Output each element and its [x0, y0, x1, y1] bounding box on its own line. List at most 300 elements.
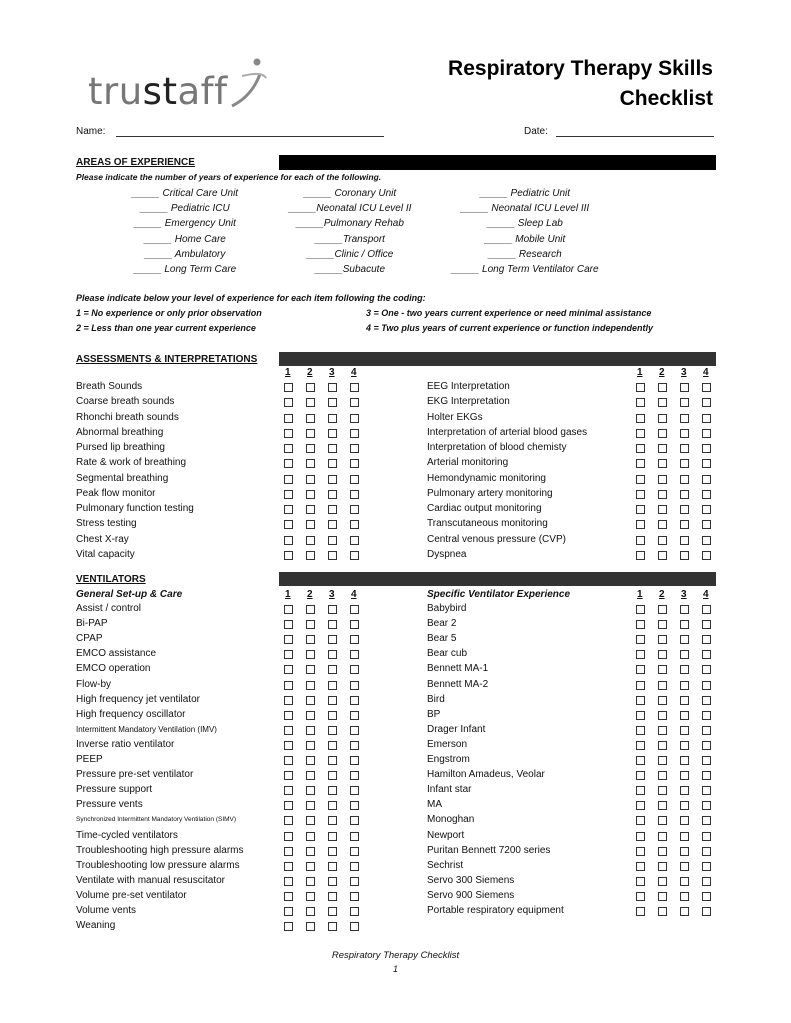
rating-checkbox-2[interactable] — [658, 756, 667, 765]
rating-checkbox-3[interactable] — [680, 398, 689, 407]
rating-checkbox-1[interactable] — [284, 801, 293, 810]
rating-checkbox-4[interactable] — [350, 711, 359, 720]
skill-label: Pulmonary function testing — [76, 503, 194, 514]
rating-checkbox-2[interactable] — [306, 520, 315, 529]
rating-checkbox-3[interactable] — [680, 444, 689, 453]
rating-checkbox-3[interactable] — [328, 756, 337, 765]
rating-checkbox-2[interactable] — [658, 398, 667, 407]
rating-checkbox-2[interactable] — [658, 444, 667, 453]
rating-checkbox-4[interactable] — [702, 681, 711, 690]
rating-checkbox-3[interactable] — [328, 696, 337, 705]
rating-checkbox-2[interactable] — [306, 771, 315, 780]
rating-checkbox-4[interactable] — [350, 696, 359, 705]
rating-checkbox-4[interactable] — [350, 847, 359, 856]
skill-label: High frequency oscillator — [76, 708, 186, 720]
rating-checkbox-4[interactable] — [702, 696, 711, 705]
trustaff-logo — [88, 70, 228, 113]
rating-checkbox-1[interactable] — [284, 505, 293, 514]
rating-checkbox-2[interactable] — [658, 711, 667, 720]
rating-checkbox-1[interactable] — [284, 490, 293, 499]
rating-checkbox-4[interactable] — [702, 665, 711, 674]
rating-checkbox-2[interactable] — [658, 892, 667, 901]
rating-checkbox-4[interactable] — [702, 475, 711, 484]
rating-checkbox-3[interactable] — [328, 383, 337, 392]
rating-checkbox-3[interactable] — [328, 536, 337, 545]
general-setup-subheading: General Set-up & Care — [76, 589, 183, 600]
skill-label: Transcutaneous monitoring — [427, 518, 548, 530]
rating-checkbox-3[interactable] — [680, 505, 689, 514]
rating-checkbox-2[interactable] — [658, 650, 667, 659]
rating-checkbox-4[interactable] — [350, 475, 359, 484]
rating-checkbox-1[interactable] — [284, 635, 293, 644]
rating-checkbox-1[interactable] — [284, 650, 293, 659]
rating-checkbox-1[interactable] — [284, 620, 293, 629]
rating-checkbox-1[interactable] — [636, 847, 645, 856]
rating-checkbox-1[interactable] — [636, 398, 645, 407]
rating-checkbox-4[interactable] — [702, 620, 711, 629]
rating-checkbox-3[interactable] — [328, 726, 337, 735]
rating-checkbox-1[interactable] — [284, 681, 293, 690]
rating-checkbox-1[interactable] — [284, 771, 293, 780]
rating-checkbox-3[interactable] — [680, 459, 689, 468]
rating-checkbox-4[interactable] — [350, 892, 359, 901]
rating-checkbox-1[interactable] — [284, 711, 293, 720]
rating-checkbox-3[interactable] — [680, 771, 689, 780]
rating-checkbox-3[interactable] — [680, 801, 689, 810]
rating-checkbox-2[interactable] — [658, 862, 667, 871]
rating-checkbox-2[interactable] — [306, 862, 315, 871]
rating-checkbox-2[interactable] — [658, 832, 667, 841]
rating-checkbox-2[interactable] — [306, 635, 315, 644]
rating-checkbox-2[interactable] — [306, 922, 315, 931]
rating-checkbox-3[interactable] — [328, 862, 337, 871]
rating-checkbox-1[interactable] — [636, 520, 645, 529]
rating-checkbox-3[interactable] — [328, 650, 337, 659]
rating-checkbox-2[interactable] — [658, 907, 667, 916]
rating-checkbox-2[interactable] — [306, 847, 315, 856]
rating-checkbox-1[interactable] — [636, 726, 645, 735]
rating-checkbox-4[interactable] — [702, 520, 711, 529]
rating-checkbox-2[interactable] — [306, 801, 315, 810]
skill-label: Sechrist — [427, 859, 464, 871]
rating-checkbox-3[interactable] — [680, 475, 689, 484]
rating-checkbox-2[interactable] — [658, 681, 667, 690]
rating-checkbox-4[interactable] — [702, 771, 711, 780]
rating-checkbox-4[interactable] — [350, 907, 359, 916]
rating-checkbox-1[interactable] — [636, 414, 645, 423]
rating-checkbox-4[interactable] — [350, 635, 359, 644]
rating-checkbox-3[interactable] — [328, 922, 337, 931]
rating-checkbox-3[interactable] — [328, 907, 337, 916]
rating-checkbox-1[interactable] — [284, 444, 293, 453]
rating-checkbox-3[interactable] — [328, 635, 337, 644]
rating-checkbox-2[interactable] — [658, 696, 667, 705]
rating-checkbox-1[interactable] — [636, 892, 645, 901]
rating-checkbox-1[interactable] — [284, 414, 293, 423]
rating-checkbox-2[interactable] — [658, 520, 667, 529]
rating-checkbox-3[interactable] — [680, 832, 689, 841]
rating-checkbox-3[interactable] — [328, 681, 337, 690]
rating-checkbox-1[interactable] — [284, 907, 293, 916]
rating-checkbox-3[interactable] — [680, 650, 689, 659]
rating-checkbox-2[interactable] — [306, 459, 315, 468]
rating-checkbox-3[interactable] — [680, 877, 689, 886]
rating-checkbox-2[interactable] — [306, 490, 315, 499]
rating-checkbox-1[interactable] — [636, 635, 645, 644]
rating-checkbox-2[interactable] — [306, 620, 315, 629]
logo-text-light: tru — [88, 70, 143, 113]
rating-checkbox-3[interactable] — [328, 847, 337, 856]
rating-checkbox-1[interactable] — [284, 726, 293, 735]
rating-checkbox-1[interactable] — [636, 696, 645, 705]
rating-checkbox-2[interactable] — [306, 429, 315, 438]
rating-checkbox-3[interactable] — [680, 741, 689, 750]
rating-checkbox-1[interactable] — [636, 711, 645, 720]
rating-checkbox-3[interactable] — [328, 877, 337, 886]
rating-checkbox-3[interactable] — [328, 520, 337, 529]
rating-checkbox-2[interactable] — [306, 786, 315, 795]
rating-checkbox-4[interactable] — [350, 650, 359, 659]
rating-checkbox-3[interactable] — [328, 665, 337, 674]
rating-checkbox-2[interactable] — [658, 414, 667, 423]
rating-checkbox-1[interactable] — [284, 877, 293, 886]
rating-checkbox-3[interactable] — [328, 551, 337, 560]
rating-checkbox-1[interactable] — [636, 665, 645, 674]
rating-checkbox-1[interactable] — [284, 383, 293, 392]
rating-checkbox-3[interactable] — [680, 907, 689, 916]
rating-checkbox-4[interactable] — [350, 786, 359, 795]
rating-checkbox-1[interactable] — [636, 536, 645, 545]
rating-checkbox-2[interactable] — [306, 726, 315, 735]
rating-checkbox-4[interactable] — [702, 907, 711, 916]
rating-checkbox-3[interactable] — [328, 801, 337, 810]
rating-checkbox-1[interactable] — [284, 429, 293, 438]
rating-checkbox-3[interactable] — [680, 429, 689, 438]
rating-checkbox-3[interactable] — [328, 771, 337, 780]
rating-checkbox-1[interactable] — [636, 681, 645, 690]
rating-checkbox-2[interactable] — [306, 665, 315, 674]
rating-checkbox-1[interactable] — [636, 383, 645, 392]
rating-checkbox-4[interactable] — [350, 665, 359, 674]
rating-checkbox-3[interactable] — [328, 429, 337, 438]
rating-checkbox-1[interactable] — [284, 475, 293, 484]
rating-checkbox-4[interactable] — [702, 756, 711, 765]
rating-checkbox-2[interactable] — [658, 490, 667, 499]
rating-checkbox-3[interactable] — [328, 490, 337, 499]
skill-label: Puritan Bennett 7200 series — [427, 844, 551, 856]
scale-header-1: 1 — [285, 367, 291, 378]
rating-checkbox-4[interactable] — [350, 605, 359, 614]
rating-checkbox-1[interactable] — [636, 741, 645, 750]
footer-title: Respiratory Therapy Checklist — [331, 950, 460, 961]
rating-checkbox-3[interactable] — [328, 398, 337, 407]
rating-checkbox-2[interactable] — [306, 398, 315, 407]
rating-checkbox-4[interactable] — [350, 490, 359, 499]
page-title-line2: Checklist — [619, 87, 713, 110]
rating-checkbox-1[interactable] — [636, 605, 645, 614]
rating-checkbox-2[interactable] — [306, 650, 315, 659]
rating-checkbox-1[interactable] — [636, 756, 645, 765]
rating-checkbox-1[interactable] — [636, 459, 645, 468]
date-field[interactable] — [556, 136, 714, 137]
skill-label: Interpretation of blood chemisty — [427, 442, 567, 453]
rating-checkbox-1[interactable] — [284, 832, 293, 841]
rating-checkbox-1[interactable] — [636, 505, 645, 514]
rating-checkbox-2[interactable] — [658, 505, 667, 514]
rating-checkbox-2[interactable] — [658, 847, 667, 856]
rating-checkbox-3[interactable] — [680, 635, 689, 644]
rating-checkbox-3[interactable] — [680, 620, 689, 629]
rating-checkbox-1[interactable] — [284, 892, 293, 901]
rating-checkbox-3[interactable] — [680, 786, 689, 795]
area-item: _____ Ambulatory — [144, 248, 226, 260]
rating-checkbox-3[interactable] — [680, 536, 689, 545]
rating-checkbox-4[interactable] — [702, 414, 711, 423]
skill-label: Pressure vents — [76, 799, 143, 811]
rating-checkbox-4[interactable] — [702, 816, 711, 825]
rating-checkbox-1[interactable] — [636, 907, 645, 916]
rating-checkbox-4[interactable] — [702, 862, 711, 871]
skill-label: Portable respiratory equipment — [427, 905, 564, 916]
rating-checkbox-3[interactable] — [680, 551, 689, 560]
rating-checkbox-3[interactable] — [680, 383, 689, 392]
rating-checkbox-2[interactable] — [306, 907, 315, 916]
rating-checkbox-3[interactable] — [680, 490, 689, 499]
rating-checkbox-4[interactable] — [702, 398, 711, 407]
rating-checkbox-1[interactable] — [284, 696, 293, 705]
rating-checkbox-3[interactable] — [680, 696, 689, 705]
rating-checkbox-3[interactable] — [328, 620, 337, 629]
rating-checkbox-3[interactable] — [328, 816, 337, 825]
rating-checkbox-1[interactable] — [284, 536, 293, 545]
rating-checkbox-1[interactable] — [284, 862, 293, 871]
rating-checkbox-3[interactable] — [680, 520, 689, 529]
rating-checkbox-1[interactable] — [284, 520, 293, 529]
rating-checkbox-2[interactable] — [658, 429, 667, 438]
rating-checkbox-3[interactable] — [680, 756, 689, 765]
name-field[interactable] — [116, 136, 384, 137]
rating-checkbox-2[interactable] — [306, 414, 315, 423]
rating-checkbox-1[interactable] — [284, 756, 293, 765]
rating-checkbox-3[interactable] — [680, 726, 689, 735]
rating-checkbox-4[interactable] — [702, 490, 711, 499]
rating-checkbox-4[interactable] — [702, 505, 711, 514]
rating-checkbox-2[interactable] — [658, 877, 667, 886]
rating-checkbox-4[interactable] — [702, 847, 711, 856]
rating-checkbox-3[interactable] — [328, 414, 337, 423]
rating-checkbox-1[interactable] — [284, 922, 293, 931]
rating-checkbox-3[interactable] — [680, 711, 689, 720]
skill-label: Emerson — [427, 738, 468, 750]
rating-checkbox-4[interactable] — [350, 862, 359, 871]
rating-checkbox-4[interactable] — [702, 650, 711, 659]
rating-checkbox-1[interactable] — [636, 650, 645, 659]
rating-checkbox-4[interactable] — [350, 922, 359, 931]
rating-checkbox-4[interactable] — [350, 444, 359, 453]
rating-checkbox-2[interactable] — [306, 681, 315, 690]
rating-checkbox-4[interactable] — [702, 832, 711, 841]
rating-checkbox-4[interactable] — [702, 536, 711, 545]
rating-checkbox-2[interactable] — [658, 475, 667, 484]
rating-checkbox-1[interactable] — [636, 832, 645, 841]
ventilators-header-bar — [279, 572, 716, 586]
rating-checkbox-1[interactable] — [636, 816, 645, 825]
rating-checkbox-4[interactable] — [350, 429, 359, 438]
rating-checkbox-4[interactable] — [350, 520, 359, 529]
rating-checkbox-3[interactable] — [680, 681, 689, 690]
rating-checkbox-3[interactable] — [680, 892, 689, 901]
rating-checkbox-2[interactable] — [306, 383, 315, 392]
rating-checkbox-4[interactable] — [702, 801, 711, 810]
scale-header-4: 4 — [351, 367, 357, 378]
name-label: Name: — [76, 126, 106, 137]
rating-checkbox-4[interactable] — [350, 505, 359, 514]
rating-checkbox-2[interactable] — [658, 741, 667, 750]
rating-checkbox-1[interactable] — [284, 741, 293, 750]
skill-label: EMCO operation — [76, 663, 151, 675]
rating-checkbox-4[interactable] — [702, 877, 711, 886]
rating-checkbox-3[interactable] — [328, 475, 337, 484]
rating-checkbox-2[interactable] — [306, 696, 315, 705]
rating-checkbox-2[interactable] — [658, 801, 667, 810]
skill-label: EEG Interpretation — [427, 381, 510, 392]
rating-checkbox-3[interactable] — [680, 605, 689, 614]
rating-checkbox-4[interactable] — [702, 741, 711, 750]
rating-checkbox-2[interactable] — [658, 771, 667, 780]
rating-checkbox-2[interactable] — [658, 459, 667, 468]
rating-checkbox-3[interactable] — [680, 816, 689, 825]
rating-checkbox-2[interactable] — [306, 816, 315, 825]
rating-checkbox-1[interactable] — [284, 816, 293, 825]
rating-checkbox-4[interactable] — [350, 681, 359, 690]
rating-checkbox-3[interactable] — [328, 892, 337, 901]
skill-label: Intermittent Mandatory Ventilation (IMV) — [76, 724, 217, 734]
rating-checkbox-4[interactable] — [702, 786, 711, 795]
rating-checkbox-4[interactable] — [350, 816, 359, 825]
rating-checkbox-1[interactable] — [636, 429, 645, 438]
rating-checkbox-2[interactable] — [658, 620, 667, 629]
rating-checkbox-2[interactable] — [658, 665, 667, 674]
rating-checkbox-1[interactable] — [284, 459, 293, 468]
rating-checkbox-4[interactable] — [350, 383, 359, 392]
rating-checkbox-4[interactable] — [702, 726, 711, 735]
rating-checkbox-4[interactable] — [350, 536, 359, 545]
rating-checkbox-4[interactable] — [350, 726, 359, 735]
skill-label: Servo 900 Siemens — [427, 889, 515, 901]
skill-label: Ventilate with manual resuscitator — [76, 874, 225, 886]
rating-checkbox-1[interactable] — [636, 786, 645, 795]
skill-label: Bear 5 — [427, 633, 457, 645]
rating-checkbox-4[interactable] — [350, 877, 359, 886]
rating-checkbox-2[interactable] — [658, 816, 667, 825]
rating-checkbox-2[interactable] — [306, 832, 315, 841]
rating-checkbox-4[interactable] — [350, 398, 359, 407]
areas-col1 — [110, 186, 260, 277]
rating-checkbox-1[interactable] — [636, 620, 645, 629]
rating-checkbox-4[interactable] — [350, 756, 359, 765]
rating-checkbox-2[interactable] — [306, 475, 315, 484]
rating-checkbox-1[interactable] — [636, 771, 645, 780]
rating-checkbox-4[interactable] — [350, 741, 359, 750]
rating-checkbox-4[interactable] — [350, 459, 359, 468]
rating-checkbox-3[interactable] — [328, 711, 337, 720]
rating-checkbox-4[interactable] — [350, 801, 359, 810]
rating-checkbox-3[interactable] — [680, 862, 689, 871]
rating-checkbox-1[interactable] — [636, 551, 645, 560]
rating-checkbox-2[interactable] — [658, 551, 667, 560]
rating-checkbox-4[interactable] — [350, 551, 359, 560]
rating-checkbox-2[interactable] — [658, 536, 667, 545]
rating-checkbox-3[interactable] — [328, 505, 337, 514]
rating-checkbox-2[interactable] — [306, 605, 315, 614]
rating-checkbox-1[interactable] — [636, 801, 645, 810]
rating-checkbox-2[interactable] — [306, 877, 315, 886]
rating-checkbox-2[interactable] — [306, 536, 315, 545]
rating-checkbox-1[interactable] — [636, 862, 645, 871]
rating-checkbox-2[interactable] — [306, 892, 315, 901]
rating-checkbox-2[interactable] — [658, 726, 667, 735]
rating-checkbox-4[interactable] — [350, 620, 359, 629]
rating-checkbox-4[interactable] — [702, 605, 711, 614]
rating-checkbox-3[interactable] — [680, 665, 689, 674]
rating-checkbox-3[interactable] — [328, 786, 337, 795]
rating-checkbox-3[interactable] — [328, 605, 337, 614]
rating-checkbox-3[interactable] — [328, 741, 337, 750]
rating-checkbox-4[interactable] — [702, 444, 711, 453]
rating-checkbox-2[interactable] — [658, 635, 667, 644]
skill-label: EMCO assistance — [76, 648, 157, 660]
rating-checkbox-4[interactable] — [702, 429, 711, 438]
rating-checkbox-1[interactable] — [284, 786, 293, 795]
rating-checkbox-1[interactable] — [284, 665, 293, 674]
rating-checkbox-1[interactable] — [284, 398, 293, 407]
rating-checkbox-1[interactable] — [636, 490, 645, 499]
rating-checkbox-4[interactable] — [702, 551, 711, 560]
rating-checkbox-3[interactable] — [328, 832, 337, 841]
rating-checkbox-4[interactable] — [702, 892, 711, 901]
rating-checkbox-3[interactable] — [680, 847, 689, 856]
rating-checkbox-4[interactable] — [702, 711, 711, 720]
rating-checkbox-1[interactable] — [636, 877, 645, 886]
rating-checkbox-1[interactable] — [636, 475, 645, 484]
areas-col2 — [280, 186, 420, 277]
rating-checkbox-4[interactable] — [702, 459, 711, 468]
rating-checkbox-4[interactable] — [702, 383, 711, 392]
rating-checkbox-4[interactable] — [350, 832, 359, 841]
rating-checkbox-4[interactable] — [350, 771, 359, 780]
skill-label: Weaning — [76, 920, 116, 932]
rating-checkbox-2[interactable] — [306, 741, 315, 750]
rating-checkbox-2[interactable] — [306, 444, 315, 453]
rating-checkbox-1[interactable] — [284, 605, 293, 614]
rating-checkbox-2[interactable] — [658, 383, 667, 392]
rating-checkbox-2[interactable] — [306, 711, 315, 720]
rating-checkbox-2[interactable] — [306, 505, 315, 514]
rating-checkbox-1[interactable] — [284, 551, 293, 560]
rating-checkbox-4[interactable] — [702, 635, 711, 644]
rating-checkbox-3[interactable] — [328, 459, 337, 468]
rating-checkbox-4[interactable] — [350, 414, 359, 423]
rating-checkbox-2[interactable] — [306, 551, 315, 560]
rating-checkbox-3[interactable] — [680, 414, 689, 423]
rating-checkbox-2[interactable] — [306, 756, 315, 765]
rating-checkbox-3[interactable] — [328, 444, 337, 453]
skill-label: Troubleshooting high pressure alarms — [76, 844, 244, 856]
rating-checkbox-2[interactable] — [658, 605, 667, 614]
rating-checkbox-1[interactable] — [636, 444, 645, 453]
rating-checkbox-1[interactable] — [284, 847, 293, 856]
rating-checkbox-2[interactable] — [658, 786, 667, 795]
